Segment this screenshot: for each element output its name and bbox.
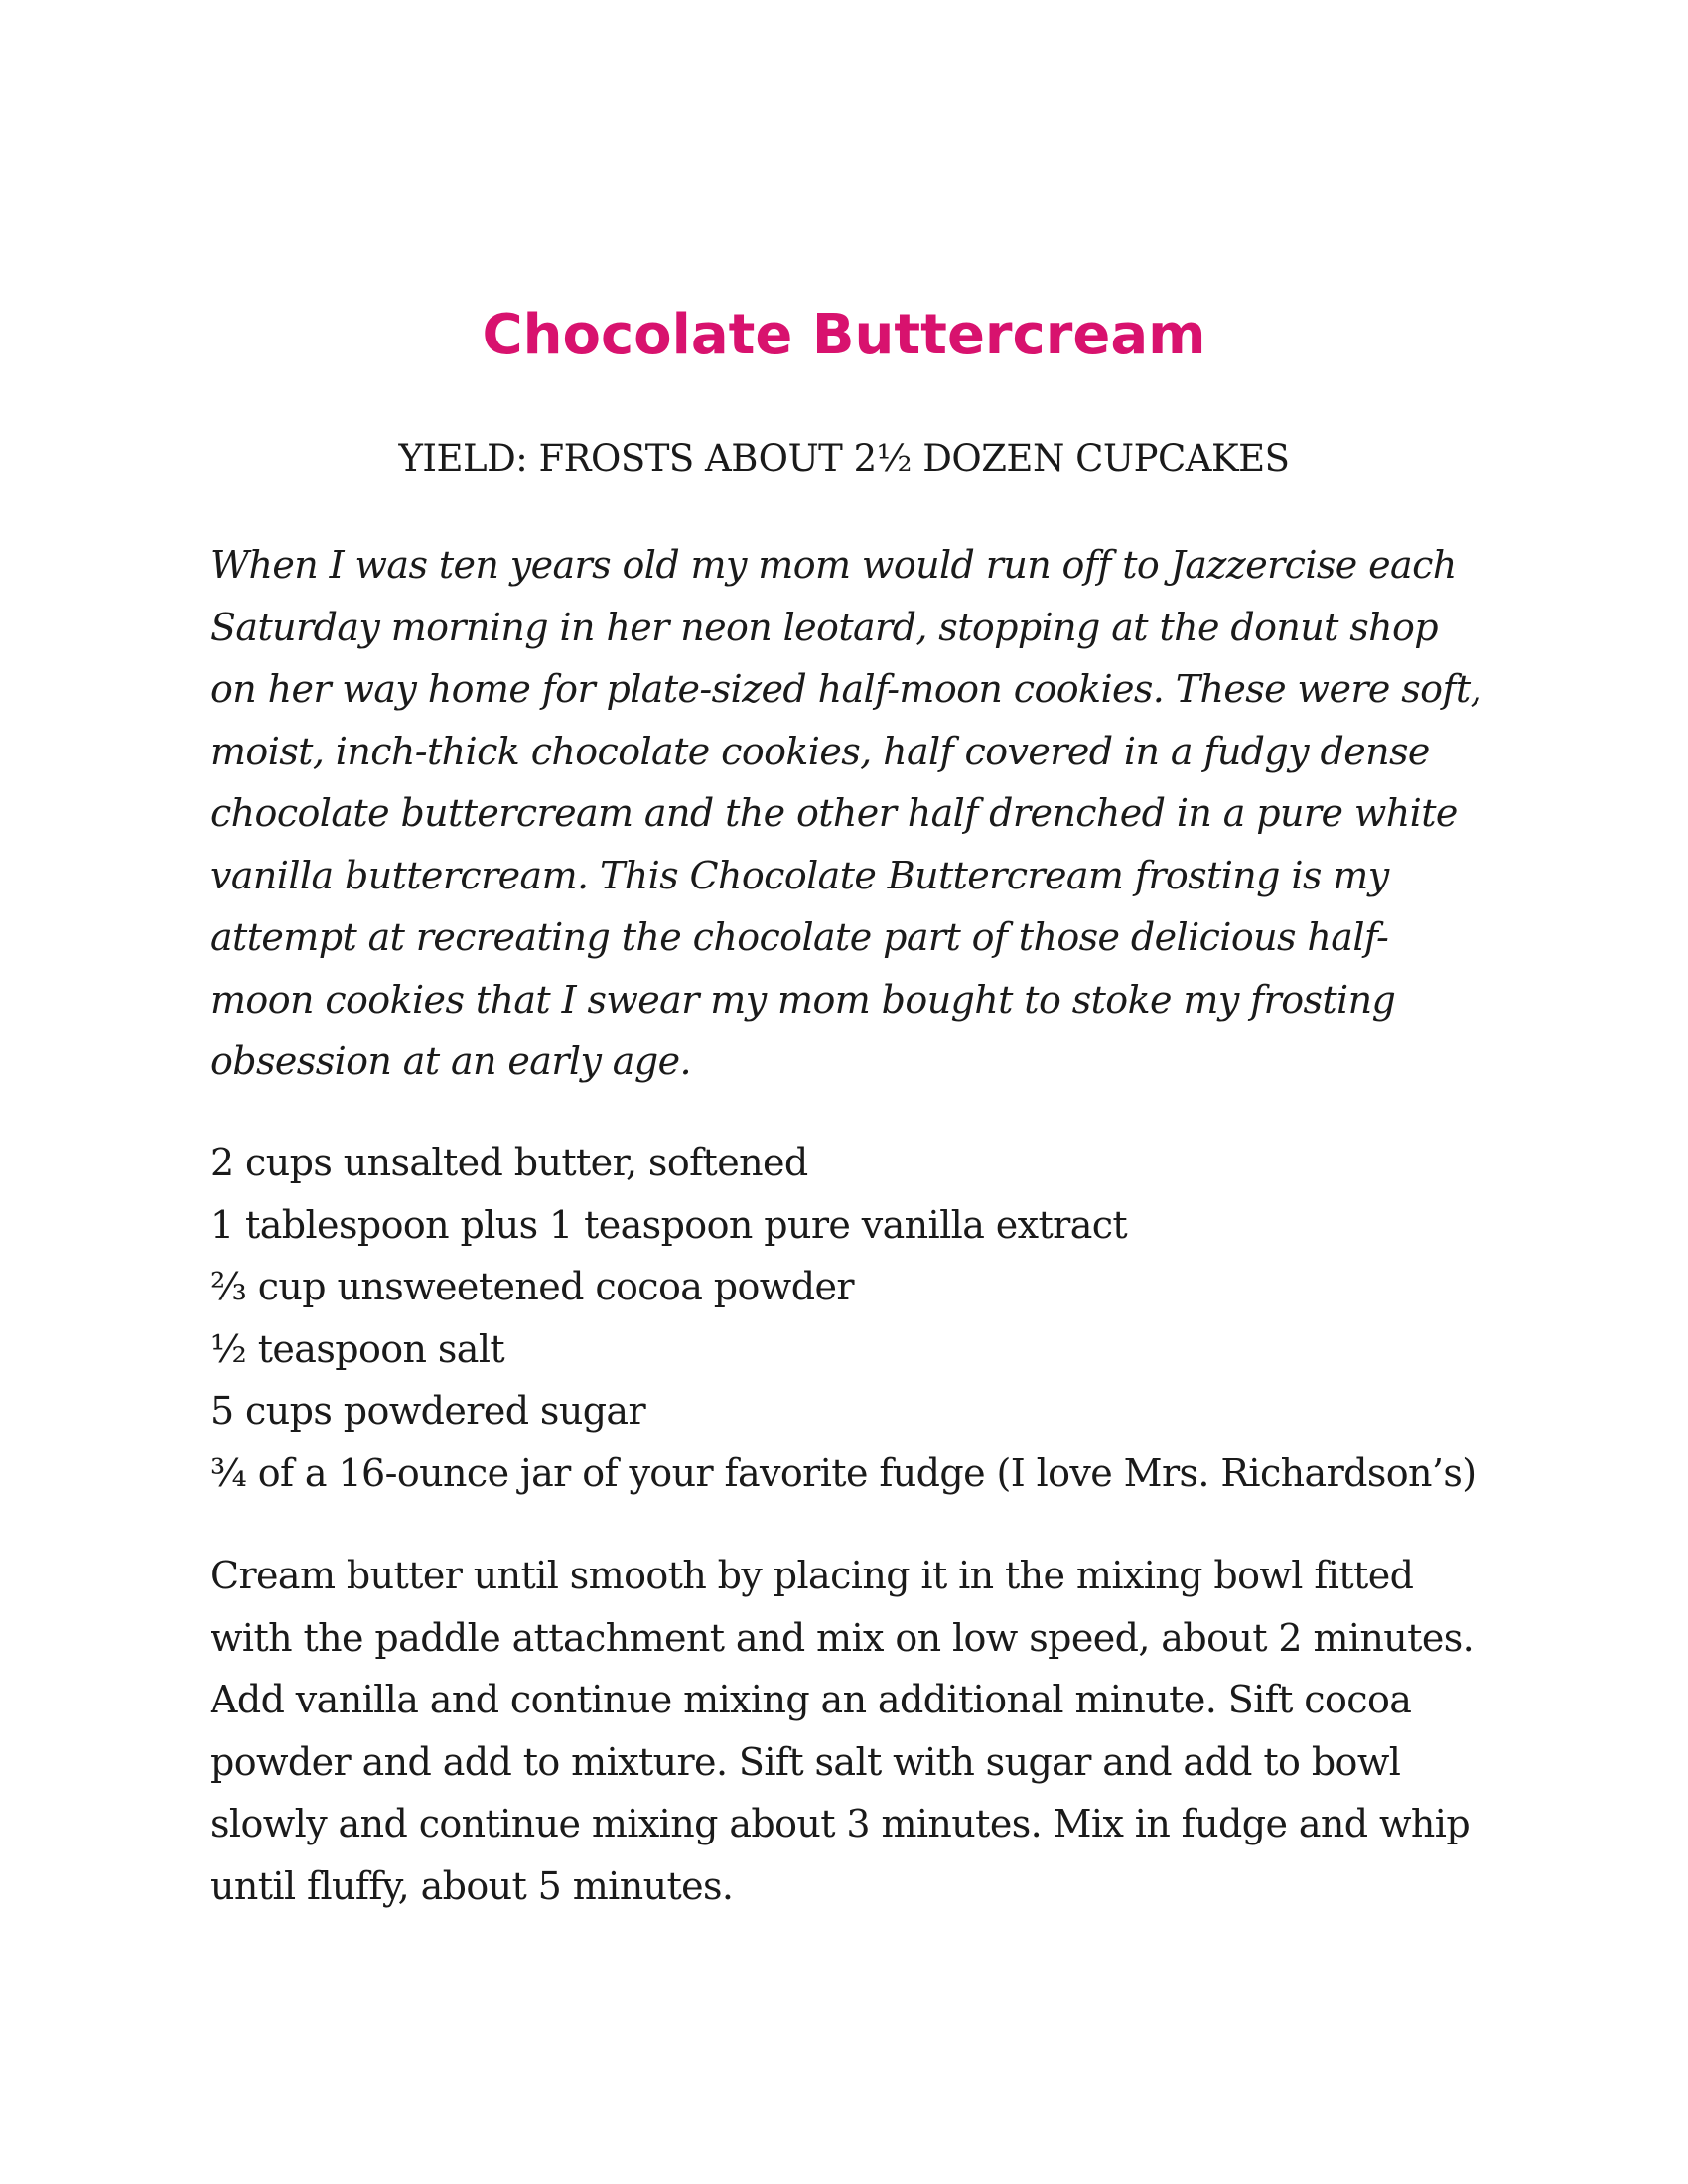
ingredient-item: 1 tablespoon plus 1 teaspoon pure vanilla extract bbox=[211, 1202, 1128, 1247]
intro-line: chocolate buttercream and the other half drenched in a pure white bbox=[211, 791, 1458, 835]
ingredient-item: ⅔ cup unsweetened cocoa powder bbox=[211, 1265, 854, 1308]
ingredient-item: ¾ of a 16-ounce jar of your favorite fudge (I love Mrs. Richardson’s) bbox=[211, 1450, 1477, 1495]
method-line: powder and add to mixture. Sift salt with sugar and add to bowl bbox=[211, 1739, 1401, 1784]
intro-line: moist, inch-thick chocolate cookies, half covered in a fudgy dense bbox=[211, 729, 1430, 773]
intro-line: Saturday morning in her neon leotard, stopping at the donut shop bbox=[211, 605, 1439, 649]
intro-line: on her way home for plate-sized half-moon cookies. These were soft, bbox=[211, 667, 1482, 711]
recipe-yield: YIELD: FROSTS ABOUT 2½ DOZEN CUPCAKES bbox=[398, 437, 1290, 479]
method-line: Add vanilla and continue mixing an additional minute. Sift cocoa bbox=[211, 1678, 1412, 1721]
recipe-title: Chocolate Buttercream bbox=[482, 303, 1206, 367]
recipe-method bbox=[211, 1545, 1491, 1917]
intro-line: vanilla buttercream. This Chocolate Buttercream frosting is my bbox=[211, 853, 1389, 897]
method-line: until fluffy, about 5 minutes. bbox=[211, 1863, 734, 1908]
recipe-intro bbox=[211, 534, 1491, 1093]
intro-line: moon cookies that I swear my mom bought to stoke my frosting bbox=[211, 977, 1396, 1022]
ingredient-item: 5 cups powdered sugar bbox=[211, 1389, 646, 1433]
method-line: with the paddle attachment and mix on low speed, about 2 minutes. bbox=[211, 1615, 1475, 1660]
ingredient-list bbox=[211, 1132, 1491, 1504]
intro-line: attempt at recreating the chocolate part of those delicious half- bbox=[211, 915, 1389, 959]
method-line: Cream butter until smooth by placing it in the mixing bowl fitted bbox=[211, 1554, 1414, 1597]
ingredient-item: ½ teaspoon salt bbox=[211, 1326, 505, 1371]
method-line: slowly and continue mixing about 3 minutes. Mix in fudge and whip bbox=[211, 1802, 1471, 1845]
ingredient-item: 2 cups unsalted butter, softened bbox=[211, 1141, 808, 1184]
intro-line: obsession at an early age. bbox=[211, 1039, 691, 1083]
intro-line: When I was ten years old my mom would run off to Jazzercise each bbox=[211, 543, 1457, 587]
